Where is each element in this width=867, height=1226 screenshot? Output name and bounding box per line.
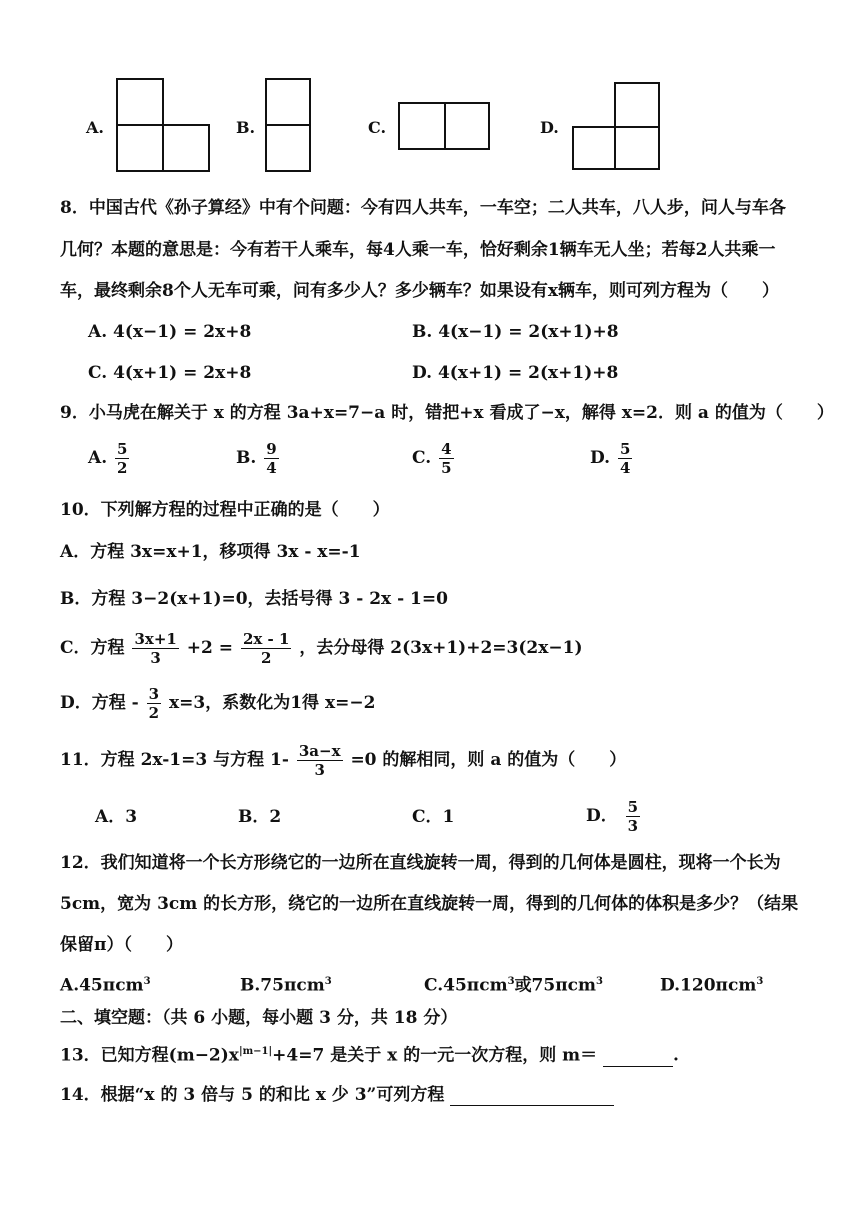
q8-option-a: A. 4(x−1) = 2x+8 <box>88 322 252 342</box>
q12-line2: 5cm，宽为 3cm 的长方形，绕它的一边所在直线旋转一周，得到的几何体的体积是多少？（结果 <box>60 894 799 914</box>
q8-line2: 几何？本题的意思是：今有若干人乘车，每4人乘一车，恰好剩余1辆车无人坐；若每2人共乘一 <box>60 240 776 260</box>
section-heading-fill-in: 二、填空题：（共 6 小题，每小题 3 分，共 18 分） <box>60 1008 458 1028</box>
q9-option-b: B. $\frac{9}{4}$ <box>236 440 277 477</box>
q12-option-d: D.120πcm$^3$ <box>660 975 764 996</box>
q11-option-c: C．1 <box>412 807 455 827</box>
q10-option-a: A．方程 3x=x+1，移项得 3x - x=-1 <box>60 542 361 562</box>
q13-stem: 13．已知方程$(m-2)x^{|m-1|}+4=7$ 是关于 x 的一元一次方程，则 m＝ . <box>60 1045 679 1066</box>
q8-line3: 车，最终剩余8个人无车可乘，问有多少人？多少辆车？如果设有x辆车，则可列方程为（ ） <box>60 281 779 301</box>
q10-stem: 10．下列解方程的过程中正确的是（ ） <box>60 500 390 520</box>
q13-answer-blank[interactable] <box>603 1048 673 1067</box>
q14-stem: 14．根据“x 的 3 倍与 5 的和比 x 少 3”可列方程 <box>60 1084 614 1106</box>
option-c-label: C. <box>368 118 387 137</box>
option-b-label: B. <box>236 118 256 137</box>
q8-option-d: D. 4(x+1) = 2(x+1)+8 <box>412 363 619 383</box>
q10-option-b: B．方程 3−2(x+1)=0，去括号得 3 - 2x - 1=0 <box>60 589 448 609</box>
q9-option-a: A. $\frac{5}{2}$ <box>88 440 128 477</box>
q12-line1: 12．我们知道将一个长方形绕它的一边所在直线旋转一周，得到的几何体是圆柱，现将一个长为 <box>60 853 781 873</box>
q8-line1: 8．中国古代《孙子算经》中有个问题：今有四人共车，一车空；二人共车，八人步，问人与车各 <box>60 198 786 218</box>
q9-option-d: D. $\frac{5}{4}$ <box>590 440 631 477</box>
q8-option-b: B. 4(x−1) = 2(x+1)+8 <box>412 322 619 342</box>
q8-option-c: C. 4(x+1) = 2x+8 <box>88 363 252 383</box>
q10-option-d: D．方程 - $\frac{3}{2}$ x=3，系数化为1得 x=−2 <box>60 685 376 722</box>
q12-option-b: B.75πcm$^3$ <box>240 975 332 996</box>
q12-option-c: C.45πcm$^3$或75πcm$^3$ <box>424 975 603 996</box>
q14-answer-blank[interactable] <box>450 1087 614 1106</box>
option-a-label: A. <box>86 118 104 137</box>
q12-option-a: A.45πcm$^3$ <box>60 975 151 996</box>
q12-line3: 保留π）（ ） <box>60 935 183 955</box>
q9-stem: 9．小马虎在解关于 x 的方程 3a+x=7−a 时，错把+x 看成了−x，解得 x=2．则 a 的值为（ ） <box>60 403 834 423</box>
q10-option-c: C．方程 $\frac{3x+1}{3}$ +2 = $\frac{2x - 1}{2}$ ，去分母得 2(3x+1)+2=3(2x−1) <box>60 630 583 667</box>
q11-option-d: D． $\frac{5}{3}$ <box>586 798 639 835</box>
q11-option-a: A．3 <box>95 807 138 827</box>
q11-stem: 11．方程 2x-1=3 与方程 1- $\frac{3a-x}{3}$ =0 的解相同，则 a 的值为（ ） <box>60 742 627 779</box>
option-d-label: D. <box>540 118 559 137</box>
q9-option-c: C. $\frac{4}{5}$ <box>412 440 452 477</box>
q11-option-b: B．2 <box>238 807 282 827</box>
